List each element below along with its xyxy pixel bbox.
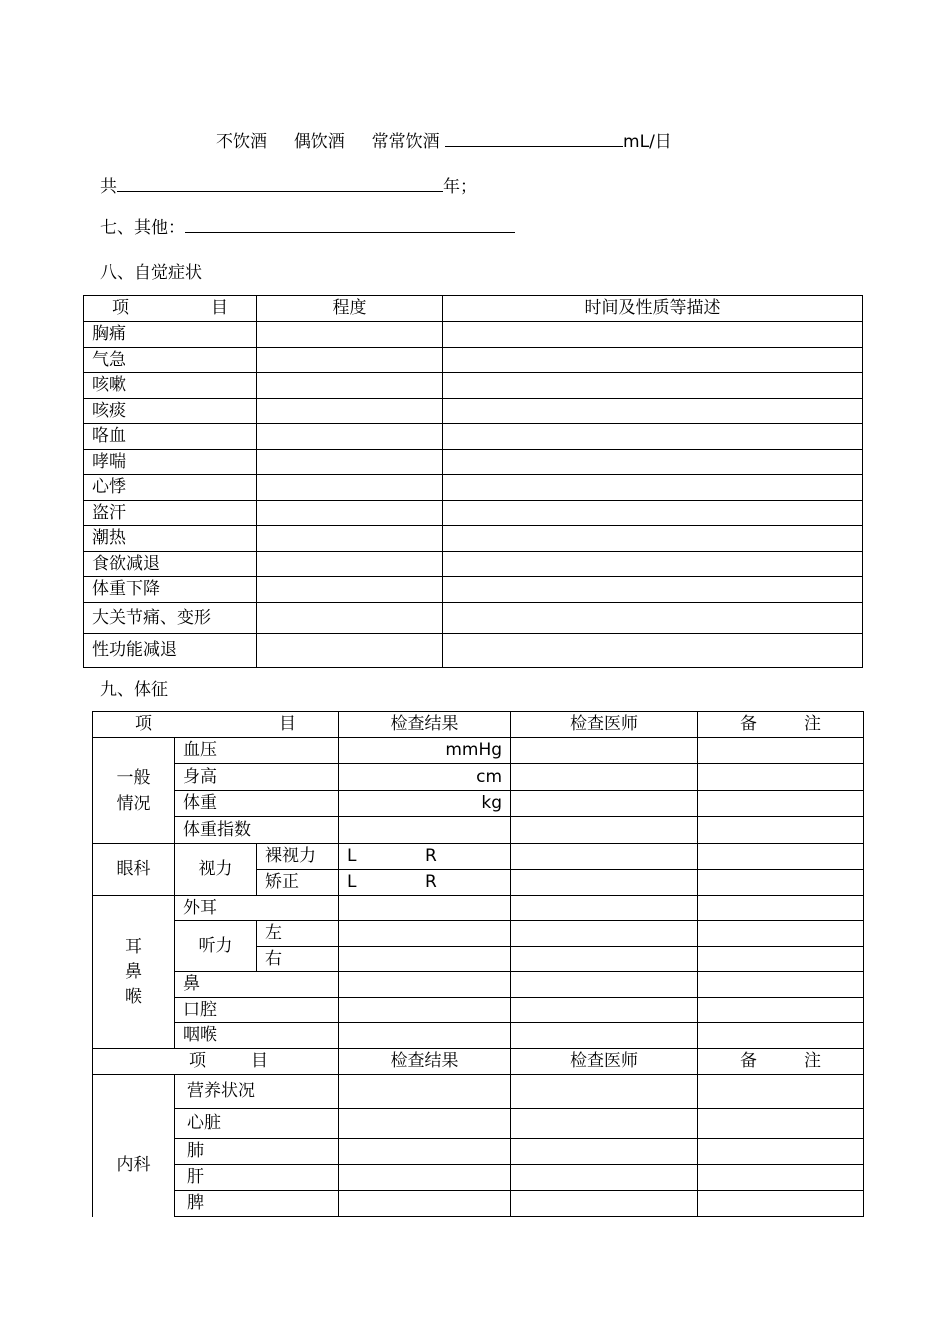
signs-header-row-2 [93, 1049, 864, 1075]
eye-vision-label: 视力 [175, 844, 257, 896]
degree-cell[interactable] [257, 450, 443, 475]
desc-cell[interactable] [443, 501, 863, 526]
header-item: 项 目 [93, 712, 339, 738]
note-cell[interactable] [698, 1023, 864, 1049]
desc-cell[interactable] [443, 373, 863, 399]
degree-cell[interactable] [257, 373, 443, 399]
result-cell[interactable] [339, 1075, 511, 1109]
symptom-name: 大关节痛、变形 [84, 603, 257, 634]
table-row [84, 450, 863, 475]
total-years-field[interactable] [117, 191, 443, 192]
signs-table [92, 711, 864, 1217]
table-row [84, 577, 863, 603]
result-cell[interactable]: mmHg [339, 738, 511, 764]
result-cell[interactable] [339, 1139, 511, 1165]
header-doctor: 检查医师 [511, 1049, 698, 1075]
doctor-cell[interactable] [511, 1191, 698, 1217]
note-cell[interactable] [698, 896, 864, 921]
other-line [100, 213, 515, 238]
desc-cell[interactable] [443, 634, 863, 668]
degree-cell[interactable] [257, 475, 443, 501]
table-row [93, 1109, 864, 1139]
result-cell[interactable] [339, 972, 511, 998]
header-desc: 时间及性质等描述 [443, 296, 863, 322]
desc-cell[interactable] [443, 603, 863, 634]
table-row [84, 399, 863, 424]
symptom-name: 胸痛 [84, 322, 257, 348]
header-result: 检查结果 [339, 712, 511, 738]
symptom-name: 气急 [84, 348, 257, 373]
symptom-name: 盗汗 [84, 501, 257, 526]
table-row [93, 1023, 864, 1049]
item-name: 体重指数 [175, 817, 339, 844]
doctor-cell[interactable] [511, 896, 698, 921]
doctor-cell[interactable] [511, 1165, 698, 1191]
result-cell[interactable] [339, 817, 511, 844]
degree-cell[interactable] [257, 322, 443, 348]
note-cell[interactable] [698, 1165, 864, 1191]
group-ent: 耳 鼻 喉 [93, 896, 175, 1049]
table-row [93, 791, 864, 817]
note-cell[interactable] [698, 972, 864, 998]
note-cell[interactable] [698, 921, 864, 947]
note-cell[interactable] [698, 1109, 864, 1139]
table-row [84, 501, 863, 526]
header-note: 备 注 [698, 1049, 864, 1075]
symptom-name: 哮喘 [84, 450, 257, 475]
item-name: 营养状况 [175, 1075, 339, 1109]
ent-hearing-label: 听力 [175, 921, 257, 972]
table-row [93, 998, 864, 1023]
table-row [93, 896, 864, 921]
result-cell[interactable] [339, 1023, 511, 1049]
note-cell[interactable] [698, 764, 864, 791]
table-row [93, 1191, 864, 1217]
note-cell[interactable] [698, 1075, 864, 1109]
result-cell[interactable] [339, 998, 511, 1023]
desc-cell[interactable] [443, 475, 863, 501]
note-cell[interactable] [698, 1191, 864, 1217]
table-row [84, 634, 863, 668]
desc-cell[interactable] [443, 424, 863, 450]
note-cell[interactable] [698, 1139, 864, 1165]
symptoms-header-row [84, 296, 863, 322]
table-row [84, 348, 863, 373]
item-name: 咽喉 [175, 1023, 339, 1049]
header-degree: 程度 [257, 296, 443, 322]
table-row [93, 921, 864, 947]
doctor-cell[interactable] [511, 1109, 698, 1139]
symptom-name: 体重下降 [84, 577, 257, 603]
symptom-name: 食欲减退 [84, 552, 257, 577]
item-name: 口腔 [175, 998, 339, 1023]
table-row [93, 1139, 864, 1165]
group-general: 一般 情况 [93, 738, 175, 844]
note-cell[interactable] [698, 998, 864, 1023]
option-frequent-drink[interactable]: 常常饮酒 [371, 132, 440, 152]
doctor-cell[interactable] [511, 764, 698, 791]
table-row [93, 817, 864, 844]
doctor-cell[interactable] [511, 1075, 698, 1109]
header-item: 项 目 [93, 1049, 339, 1075]
total-years-line [100, 172, 477, 197]
item-name: 肝 [175, 1165, 339, 1191]
doctor-cell[interactable] [511, 1023, 698, 1049]
doctor-cell[interactable] [511, 791, 698, 817]
note-cell[interactable] [698, 791, 864, 817]
table-row [93, 764, 864, 791]
other-field[interactable] [185, 232, 515, 233]
group-internal: 内科 [93, 1075, 175, 1217]
doctor-cell[interactable] [511, 844, 698, 870]
drinking-unit: mL/日 [623, 132, 672, 152]
doctor-cell[interactable] [511, 921, 698, 947]
result-cell[interactable] [339, 921, 511, 947]
table-row [84, 475, 863, 501]
desc-cell[interactable] [443, 348, 863, 373]
option-no-drink[interactable]: 不饮酒 [216, 132, 267, 152]
header-result: 检查结果 [339, 1049, 511, 1075]
table-row [84, 603, 863, 634]
symptom-name: 心悸 [84, 475, 257, 501]
item-name: 右 [257, 947, 339, 972]
header-doctor: 检查医师 [511, 712, 698, 738]
symptom-name: 咳痰 [84, 399, 257, 424]
desc-cell[interactable] [443, 552, 863, 577]
table-row [93, 1075, 864, 1109]
signs-title: 九、体征 [100, 680, 168, 700]
doctor-cell[interactable] [511, 738, 698, 764]
table-row [84, 322, 863, 348]
note-cell[interactable] [698, 817, 864, 844]
doctor-cell[interactable] [511, 870, 698, 896]
table-row [84, 373, 863, 399]
degree-cell[interactable] [257, 552, 443, 577]
result-cell[interactable] [339, 1165, 511, 1191]
symptoms-title: 八、自觉症状 [100, 263, 202, 283]
degree-cell[interactable] [257, 634, 443, 668]
item-name: 左 [257, 921, 339, 947]
table-row [93, 738, 864, 764]
item-name: 脾 [175, 1191, 339, 1217]
item-name: 身高 [175, 764, 339, 791]
item-name: 心脏 [175, 1109, 339, 1139]
other-label: 七、其他： [100, 218, 185, 238]
header-note: 备 注 [698, 712, 864, 738]
table-row [93, 972, 864, 998]
desc-cell[interactable] [443, 526, 863, 552]
table-row [84, 424, 863, 450]
result-cell[interactable]: L R [339, 870, 511, 896]
item-name: 肺 [175, 1139, 339, 1165]
note-cell[interactable] [698, 947, 864, 972]
degree-cell[interactable] [257, 577, 443, 603]
option-occasional-drink[interactable]: 偶饮酒 [293, 132, 345, 152]
desc-cell[interactable] [443, 322, 863, 348]
result-cell[interactable] [339, 1191, 511, 1217]
degree-cell[interactable] [257, 399, 443, 424]
table-row [93, 844, 864, 870]
doctor-cell[interactable] [511, 1139, 698, 1165]
degree-cell[interactable] [257, 424, 443, 450]
total-prefix: 共 [100, 177, 117, 197]
desc-cell[interactable] [443, 450, 863, 475]
group-eye: 眼科 [93, 844, 175, 896]
item-name: 矫正 [257, 870, 339, 896]
symptom-name: 咳嗽 [84, 373, 257, 399]
symptom-name: 潮热 [84, 526, 257, 552]
degree-cell[interactable] [257, 526, 443, 552]
desc-cell[interactable] [443, 577, 863, 603]
note-cell[interactable] [698, 738, 864, 764]
symptoms-table [83, 295, 863, 668]
doctor-cell[interactable] [511, 947, 698, 972]
result-cell[interactable] [339, 896, 511, 921]
header-item: 项 目 [84, 296, 257, 322]
result-cell[interactable] [339, 1109, 511, 1139]
item-name: 裸视力 [257, 844, 339, 870]
degree-cell[interactable] [257, 501, 443, 526]
signs-header-row [93, 712, 864, 738]
degree-cell[interactable] [257, 348, 443, 373]
total-suffix: 年； [443, 177, 477, 197]
table-row [93, 1165, 864, 1191]
result-cell[interactable]: L R [339, 844, 511, 870]
note-cell[interactable] [698, 844, 864, 870]
item-name: 外耳 [175, 896, 339, 921]
table-row [84, 526, 863, 552]
symptom-name: 咯血 [84, 424, 257, 450]
doctor-cell[interactable] [511, 998, 698, 1023]
desc-cell[interactable] [443, 399, 863, 424]
degree-cell[interactable] [257, 603, 443, 634]
note-cell[interactable] [698, 870, 864, 896]
table-row [84, 552, 863, 577]
symptom-name: 性功能减退 [84, 634, 257, 668]
drinking-line [216, 127, 672, 152]
result-cell[interactable]: cm [339, 764, 511, 791]
item-name: 体重 [175, 791, 339, 817]
result-cell[interactable]: kg [339, 791, 511, 817]
item-name: 鼻 [175, 972, 339, 998]
doctor-cell[interactable] [511, 817, 698, 844]
item-name: 血压 [175, 738, 339, 764]
drinking-amount-field[interactable] [445, 146, 623, 147]
doctor-cell[interactable] [511, 972, 698, 998]
result-cell[interactable] [339, 947, 511, 972]
